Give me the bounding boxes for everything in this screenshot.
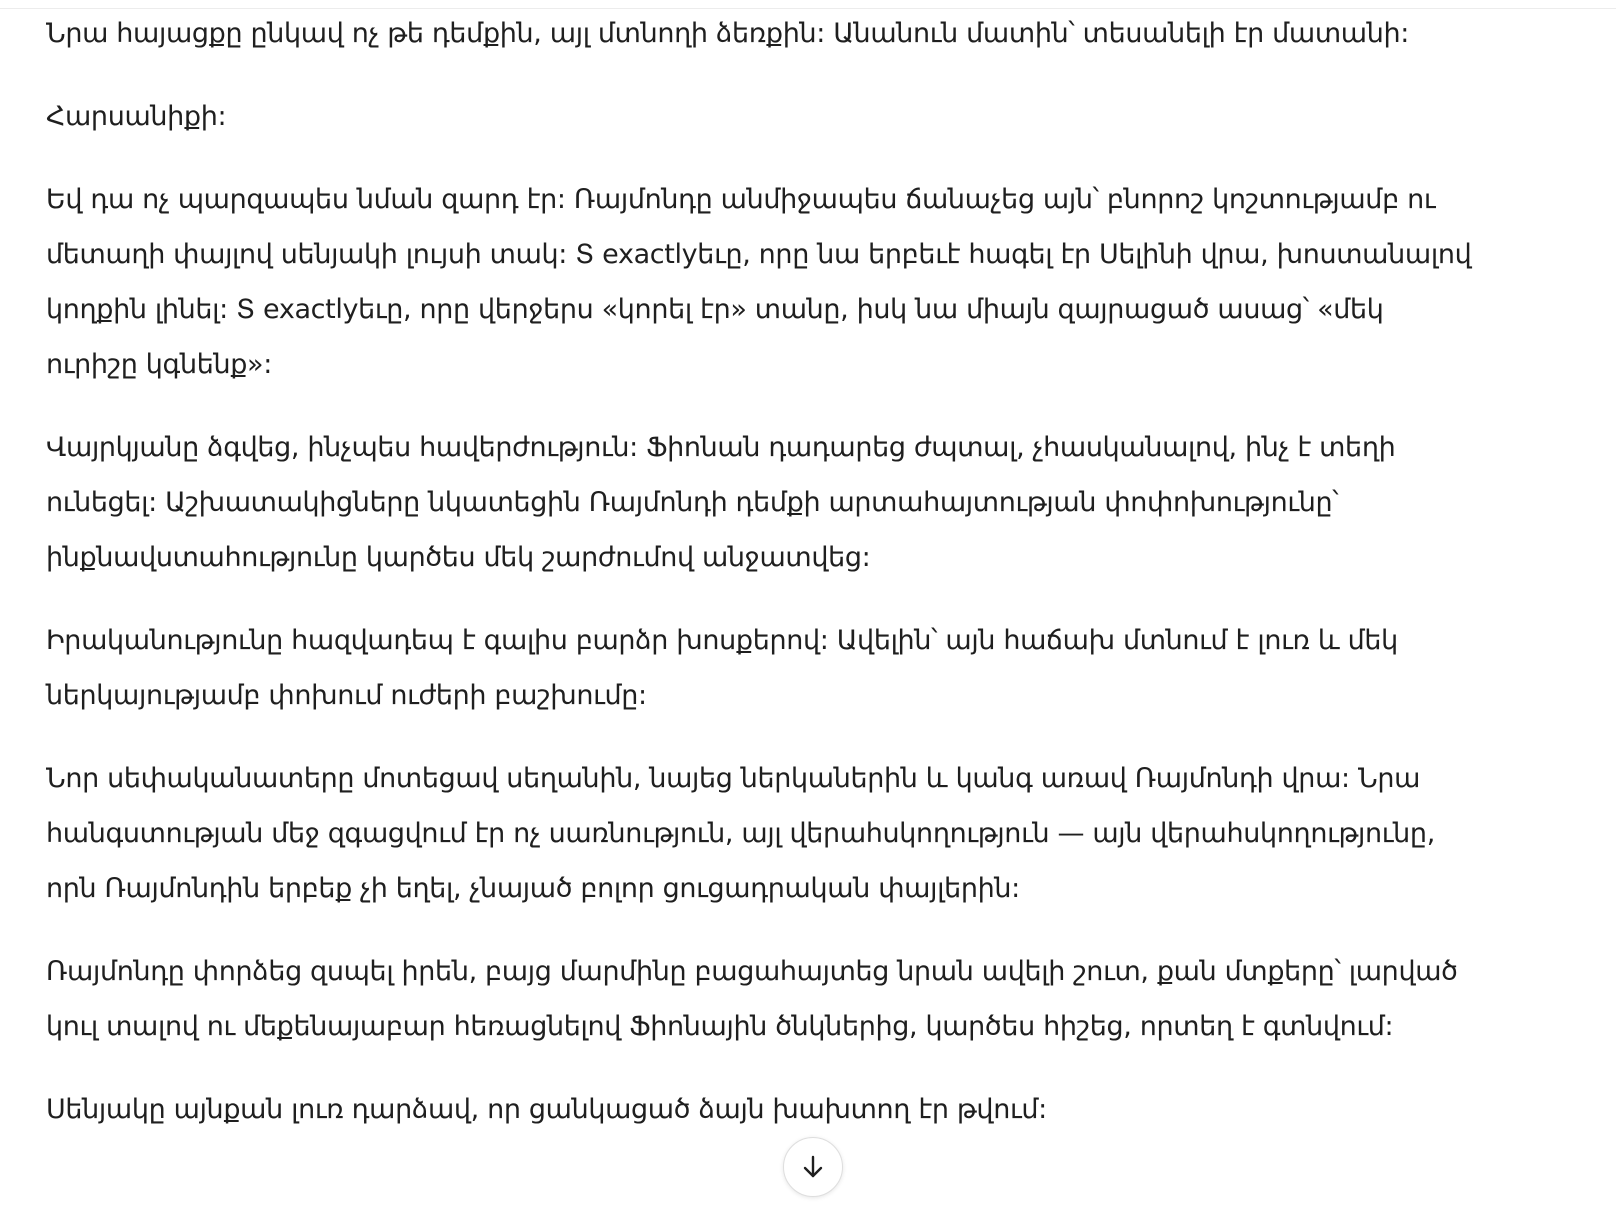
paragraph-4: Վայրկյանը ձգվեց, ինչպես հավերժություն: Ֆիոնան դադարեց ժպտալ, չհասկանալով, ինչ է տեղի ունեցել: Աշխատակիցները նկատեցին Ռայմոնդի դեմքի արտահայտության փոփոխությունը՝ ինքնավստահությունը կարծես մեկ շարժումով անջատվեց: (46, 432, 1396, 573)
paragraph-3: Եվ դա ոչ պարզապես նման զարդ էր: Ռայմոնդը անմիջապես ճանաչեց այն՝ բնորոշ կոշտությամբ ու մետաղի փայլով սենյակի լույսի տակ: Տ exactlyեւը, որը նա երբեւէ հագել էր Սելինի վրա, խոստանալով կողքին լինել: Տ exactlyեւը, որը վերջերս «կորել էր» տանը, իսկ նա միայն զայրացած ասաց՝ «մեկ ուրիշը կգնենք»: (46, 184, 1472, 380)
message-content (46, 6, 1586, 1165)
paragraph-8: Սենյակը այնքան լուռ դարձավ, որ ցանկացած ձայն խախտող էր թվում: (46, 1094, 1047, 1125)
paragraph-5: Իրականությունը հազվադեպ է գալիս բարձր խոսքերով: Ավելին՝ այն հաճախ մտնում է լուռ և մեկ ներկայությամբ փոխում ուժերի բաշխումը: (46, 625, 1398, 711)
scroll-to-bottom-button[interactable] (783, 1137, 843, 1197)
paragraph-6: Նոր սեփականատերը մոտեցավ սեղանին, նայեց ներկաներին և կանգ առավ Ռայմոնդի վրա: Նրա հանգստության մեջ զգացվում էր ոչ սառնություն, այլ վերահսկողություն — այն վերահսկողությունը, որն Ռայմոնդին երբեք չի եղել, չնայած բոլոր ցուցադրական փայլերին: (46, 763, 1435, 904)
paragraph-1: Նրա հայացքը ընկավ ոչ թե դեմքին, այլ մտնողի ձեռքին: Անանուն մատին՝ տեսանելի էր մատանի: (46, 18, 1409, 49)
paragraph-7: Ռայմոնդը փորձեց զսպել իրեն, բայց մարմինը բացահայտեց նրան ավելի շուտ, քան մտքերը՝ լարված կուլ տալով ու մեքենայաբար հեռացնելով Ֆիոնային ծնկներից, կարծես հիշեց, որտեղ է գտնվում: (46, 956, 1458, 1042)
paragraph-2: Հարսանիքի: (46, 101, 227, 132)
arrow-down-icon (798, 1152, 828, 1182)
